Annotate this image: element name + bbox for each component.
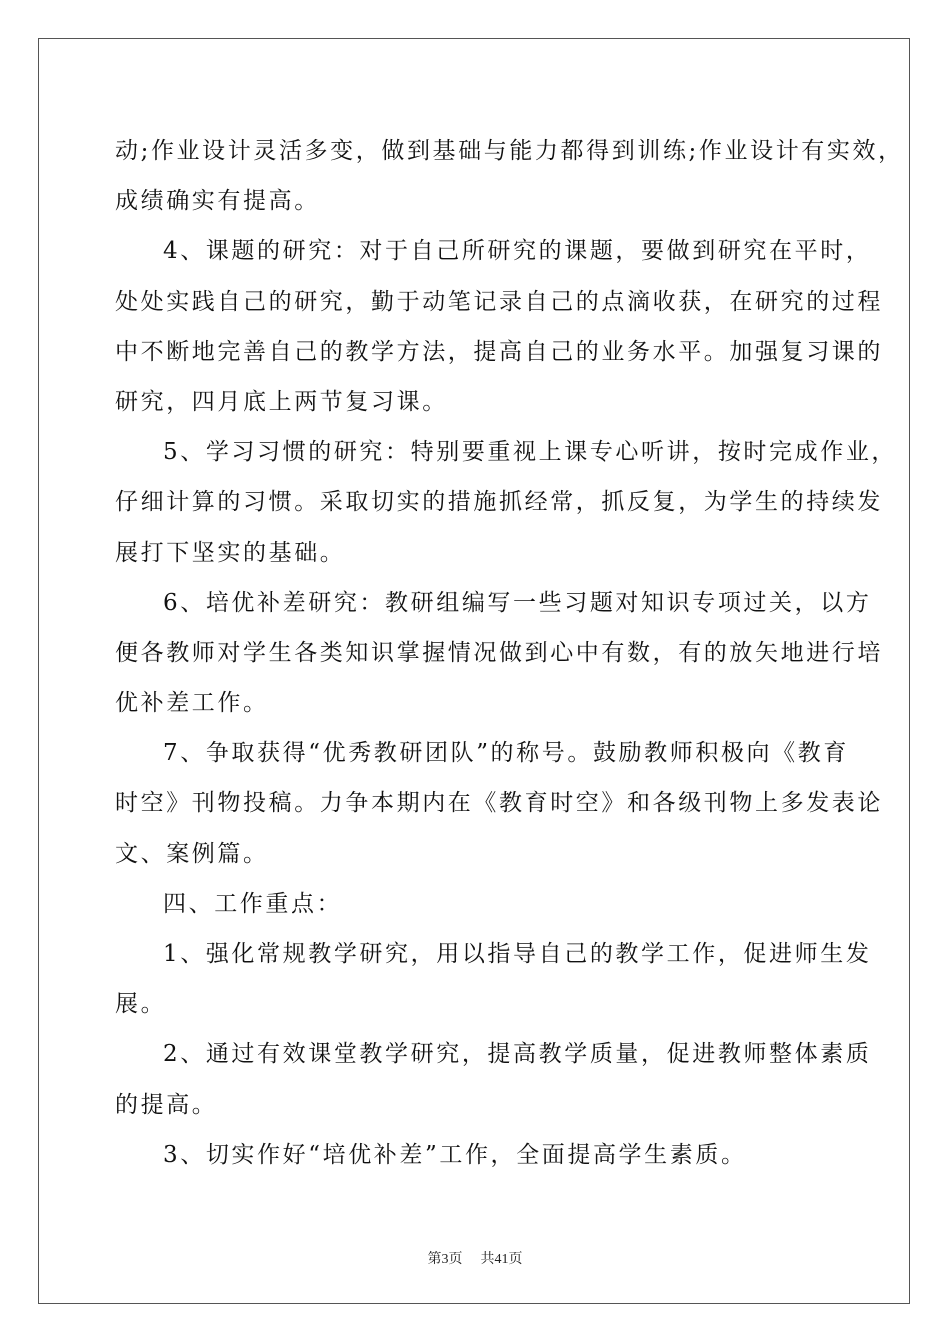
text-line: 动;作业设计灵活多变，做到基础与能力都得到训练;作业设计有实效， <box>115 138 904 164</box>
text-line: 3、切实作好“培优补差”工作，全面提高学生素质。 <box>163 1141 747 1168</box>
text-line: 便各教师对学生各类知识掌握情况做到心中有数，有的放矢地进行培 <box>115 639 883 666</box>
text-line: 中不断地完善自己的教学方法，提高自己的业务水平。加强复习课的 <box>115 338 883 365</box>
text-line: 7、争取获得“优秀教研团队”的称号。鼓励教师积极向《教育 <box>163 740 849 767</box>
text-line: 时空》刊物投稿。力争本期内在《教育时空》和各级刊物上多发表论 <box>115 790 883 817</box>
text-line: 展打下坚实的基础。 <box>115 539 346 566</box>
text-line: 4、课题的研究：对于自己所研究的课题，要做到研究在平时， <box>163 238 872 265</box>
text-line: 的提高。 <box>115 1091 218 1118</box>
text-line: 展。 <box>115 991 167 1018</box>
page-number: 第3页 <box>427 1252 463 1267</box>
text-line: 成绩确实有提高。 <box>115 188 320 215</box>
text-line: 研究，四月底上两节复习课。 <box>115 388 448 415</box>
text-line: 处处实践自己的研究，勤于动笔记录自己的点滴收获，在研究的过程 <box>115 288 883 315</box>
text-line: 1、强化常规教学研究，用以指导自己的教学工作，促进师生发 <box>163 941 872 967</box>
text-line: 2、通过有效课堂教学研究，提高教学质量，促进教师整体素质 <box>163 1041 872 1068</box>
text-line: 文、案例篇。 <box>115 840 269 867</box>
text-line: 优补差工作。 <box>115 690 269 717</box>
text-line: 6、培优补差研究：教研组编写一些习题对知识专项过关，以方 <box>163 589 872 616</box>
text-line: 仔细计算的习惯。采取切实的措施抓经常，抓反复，为学生的持续发 <box>115 489 883 516</box>
section-heading: 四、工作重点： <box>163 890 343 917</box>
document-body <box>115 126 904 1180</box>
text-line: 5、学习习惯的研究：特别要重视上课专心听讲，按时完成作业， <box>163 439 898 466</box>
page-footer <box>0 1248 950 1268</box>
page-total: 共41页 <box>480 1252 523 1267</box>
